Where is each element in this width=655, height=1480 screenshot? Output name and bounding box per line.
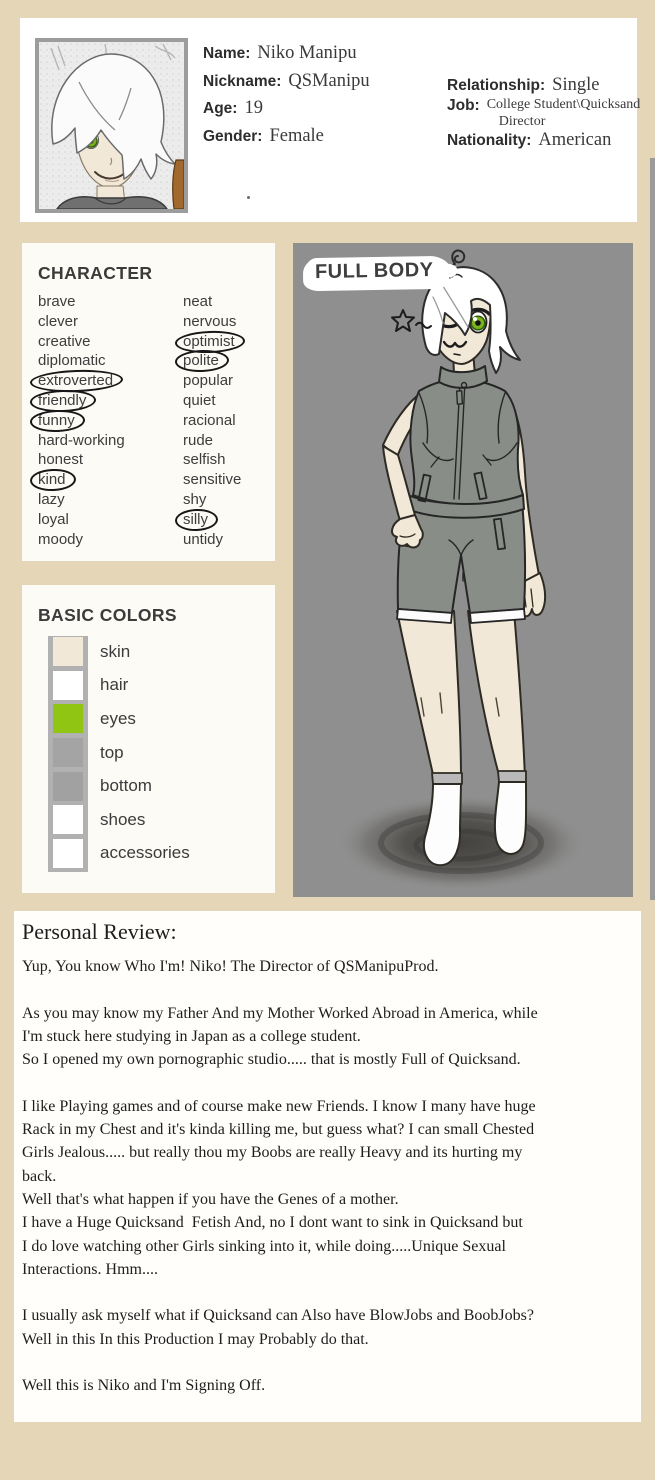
trait-item: hard-working [38,431,125,449]
review-line: Interactions. Hmm.... [22,1260,158,1278]
trait-row [38,451,125,471]
trait-item: untidy [183,530,224,548]
color-row [48,736,190,770]
profile-fields-right [447,75,641,151]
trait-row [38,372,125,392]
profile-field [203,126,370,154]
color-label: skin [100,641,131,661]
trait-row [38,313,125,333]
review-line: I do love watching other Girls sinking into it, while doing.....Unique Sexual [22,1237,506,1255]
personal-review-title: Personal Review: [22,919,177,944]
color-swatch [53,772,83,801]
field-label: Relationship: [447,77,546,94]
personal-review-card [14,911,641,1422]
colors-list [48,635,190,870]
trait-item: honest [38,451,84,469]
review-line: Well that's what happen if you have the Genes of a mother. [22,1190,399,1208]
color-label: bottom [100,776,152,796]
color-swatch [53,839,83,868]
trait-item: creative [38,332,91,350]
field-value: American [538,130,612,150]
color-swatch [53,637,83,666]
field-value: Female [269,125,324,146]
trait-item: selfish [183,451,226,469]
trait-item: polite [183,352,219,370]
review-line: Rack in my Chest and it's kinda killing me, but guess what? I can small Chested [22,1121,535,1139]
trait-item: quiet [183,391,216,409]
field-label: Nickname: [203,72,282,90]
review-line: As you may know my Father And my Mother Worked Abroad in America, while [22,1004,538,1022]
field-value: 19 [244,98,263,119]
color-label: eyes [100,708,136,728]
trait-item: rude [183,431,214,449]
star-doodle [392,310,414,331]
trait-row [38,511,125,531]
portrait-illustration [39,42,184,209]
trait-row [183,293,241,313]
profile-field [203,43,370,71]
character-traits-box [22,243,275,561]
trait-row [183,451,241,471]
trait-item: optimist [183,332,235,350]
character-box-title: CHARACTER [38,263,153,283]
profile-fields-left [203,43,370,153]
trait-row [38,412,125,432]
trait-row [183,313,241,333]
trait-row [38,491,125,511]
review-line: Yup, You know Who I'm! Niko! The Director of QSManipuProd. [22,958,439,975]
profile-field [203,71,370,99]
trait-item: diplomatic [38,352,106,370]
relationship-field [447,75,637,96]
trait-row [183,392,241,412]
review-line [22,1351,634,1374]
field-label: Gender: [203,127,263,145]
trait-item: neat [183,293,213,310]
color-swatch [53,738,83,767]
basic-colors-box [22,585,275,893]
job-line-2: Director [498,113,546,129]
profile-card [20,18,641,222]
trait-item: silly [183,510,208,528]
trait-row [183,333,241,353]
review-line: Well in this In this Production I may Probably do that. [22,1330,369,1348]
field-label: Name: [203,45,251,62]
nationality-field [447,130,637,151]
full-body-illustration [293,243,633,897]
color-swatch [53,805,83,834]
trait-column-right [183,293,241,550]
trait-row [38,293,125,313]
trait-row [183,531,241,551]
trait-row [183,352,241,372]
trait-row [183,511,241,531]
trait-row [183,372,241,392]
color-label: accessories [100,843,190,863]
field-value [487,97,641,130]
field-value: Single [552,75,600,95]
full-body-panel [293,243,633,897]
trait-item: nervous [183,312,237,330]
trait-row [183,491,241,511]
trait-item: extroverted [38,372,114,390]
trait-item: clever [38,312,79,330]
full-body-label: FULL BODY [305,256,448,289]
stray-mark [247,196,250,199]
color-row [48,837,190,871]
trait-item: popular [183,372,234,390]
review-line: So I opened my own pornographic studio..... that is mostly Full of Quicksand. [22,1051,521,1069]
color-label: top [100,742,124,762]
review-line: I usually ask myself what if Quicksand can Also have BlowJobs and BoobJobs? [22,1307,534,1325]
profile-field [203,98,370,126]
trait-item: moody [38,530,84,548]
trait-item: shy [183,490,207,508]
trait-row [38,471,125,491]
trait-item: kind [38,471,66,489]
color-row [48,769,190,803]
review-line [22,1071,634,1094]
field-value: QSManipu [288,70,370,91]
review-line: back. [22,1167,57,1185]
trait-row [183,432,241,452]
trait-item: friendly [38,391,87,409]
color-row [48,803,190,837]
basic-colors-title: BASIC COLORS [38,605,177,625]
trait-item: sensitive [183,471,242,489]
review-line [22,978,634,1001]
color-label: hair [100,675,129,695]
color-row [48,635,190,669]
field-label: Nationality: [447,132,532,149]
field-label: Job: [447,97,480,114]
trait-row [38,531,125,551]
review-line: Girls Jealous..... but really thou my Boobs are really Heavy and its hurting my [22,1144,523,1162]
trait-item: funny [38,411,75,429]
color-label: shoes [100,809,146,829]
trait-row [38,432,125,452]
page-edge-strip [650,158,655,900]
color-row [48,702,190,736]
trait-row [38,392,125,412]
review-line [22,1281,634,1304]
field-value: Niko Manipu [257,43,357,63]
portrait-image [35,38,188,213]
trait-row [38,352,125,372]
review-line: I have a Huge Quicksand Fetish And, no I dont want to sink in Quicksand but [22,1214,523,1232]
job-field [447,97,641,130]
personal-review-text [22,955,634,1398]
review-line: Well this is Niko and I'm Signing Off. [22,1377,266,1395]
trait-item: loyal [38,510,69,528]
job-line-1: College Student\Quicksand [486,97,641,112]
trait-item: racional [183,411,236,429]
color-row [48,669,190,703]
color-swatch [53,704,83,733]
trait-item: lazy [38,490,65,508]
review-line: I'm stuck here studying in Japan as a college student. [22,1027,361,1045]
review-line: I like Playing games and of course make new Friends. I know I many have huge [22,1097,536,1115]
trait-item: brave [38,293,76,310]
color-swatch [53,671,83,700]
field-label: Age: [203,100,238,118]
trait-row [38,333,125,353]
trait-row [183,471,241,491]
trait-row [183,412,241,432]
trait-column-left [38,293,125,550]
